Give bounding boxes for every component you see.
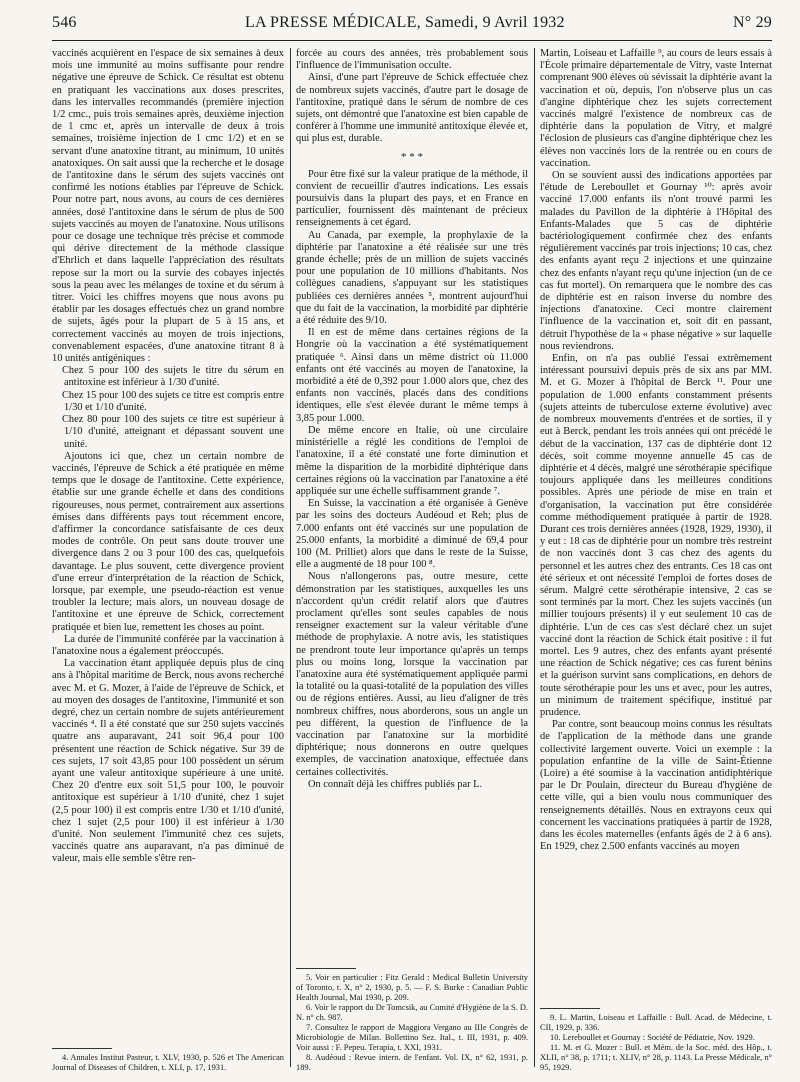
footnote: 4. Annales Institut Pasteur, t. XLV, 1930, p. 526 et The American Journal of Diseases of Children, t. XLI, p. 17, 1931.: [52, 1053, 284, 1072]
column-1-body: [52, 48, 284, 1044]
footnote: 8. Audéoud : Revue intern. de l'enfant. Vol. IX, n° 62, 1931, p. 189.: [296, 1053, 528, 1072]
column-2: [296, 48, 528, 1073]
footnote: 10. Lereboullet et Gournay : Société de Pédiatrie, Nov. 1929.: [550, 1033, 755, 1042]
page-number: 546: [52, 14, 77, 31]
column-3: [540, 48, 772, 1073]
paragraph: On connaît déjà les chiffres publiés par L.: [308, 778, 483, 790]
footnote-rule: [52, 1048, 112, 1049]
paragraph: Ainsi, d'une part l'épreuve de Schick effectuée chez de nombreux sujets vaccinés, d'autre part le dosage de l'antitoxine, pratiqué dans le sérum de nombre de ces sujets, ont démontré que l'anatoxine est bien capable de conférer à l'homme une immunité antitoxique élevée et, qui plus est, durable.: [296, 72, 528, 145]
footnotes: [540, 1013, 772, 1073]
header-rule: [52, 40, 772, 41]
paragraph: Ajoutons ici que, chez un certain nombre de vaccinés, l'épreuve de Schick a été pratiquée en même temps que le dosage de l'antitoxine. Cette expérience, établie sur une grande échelle et dans des conditions rigoureuses, nous permet, contrairement aux assertions émises dans différents pays tout récemment encore, d'affirmer la concordance satisfaisante de ces deux modes de contrôle. On peut sans doute trouver une divergence dans 2 ou 3 pour 100 des cas, quelquefois davantage. Le plus souvent, cette divergence provient d'une erreur d'interprétation de la réaction de Schick, lorsque, par exemple, une pseudo-réaction est venue troubler la lecture; mais alors, un nouveau dosage de l'antitoxine et une épreuve de Schick, correctement pratiquée et bien lue, remettent les choses au point.: [52, 450, 284, 633]
paragraph: La vaccination étant appliquée depuis plus de cinq ans à l'hôpital maritime de Berck, nous avons recherché avec M. et G. Mozer, à l'aide de l'épreuve de Schick, et au moyen des dosages de l'antitoxine, l'immunité et son degré, chez un certain nombre de sujets antérieurement vaccinés ⁴. Il a été constaté que sur 250 sujets vaccinés quatre ans auparavant, 241 soit 96,4 pour 100 présentent une réaction de Schick négative. Sur 39 de ces sujets, 17 soit 43,85 pour 100 possèdent un sérum ayant une valeur antitoxique supérieure à une unité. Chez 20 d'entre eux soit 51,5 pour 100, le pouvoir antitoxique est supérieur à 1/10 d'unité, chez 1 sujet (2,5 pour 100) il est compris entre 1/30 et 1/10 d'unité, chez 1 sujet (2,5 pour 100) il est inférieur à 1/30 d'unité. Non seulement l'immunité chez ces sujets, vaccinés quatre ans auparavant, n'a pas diminué de valeur, mais elle semble s'être ren-: [52, 658, 284, 865]
list-item: Chez 15 pour 100 des sujets ce titre est compris entre 1/30 et 1/10 d'unité.: [62, 389, 284, 413]
column-divider: [284, 48, 296, 1073]
paragraph: Au Canada, par exemple, la prophylaxie de la diphtérie par l'anatoxine a été réalisée sur une très grande échelle; près de un million de sujets vaccinés pour une population de 10 millions d'habitants. Nos collègues canadiens, s'appuyant sur les statistiques publiées ces dernières années ⁵, montrent aujourd'hui que du fait de la vaccination, la morbidité par diphtérie a été réduite des 9/10.: [296, 229, 528, 327]
column-2-body: [296, 48, 528, 964]
paragraph: Par contre, sont beaucoup moins connus les résultats de l'application de la méthode dans une grande collectivité largement ouverte. Voici un exemple : la population enfantine de la ville de Saint-Étienne (Loire) a été soumise à la vaccination antidiphtérique par le Dr Poulain, directeur du Bureau d'hygiène de cette ville, qui a bien voulu nous communiquer des renseignements détaillés. Nous en extrayons ceux qui concernent les vaccinations pratiquées à partir de 1928, dans les écoles maternelles (enfants âgés de 2 à 6 ans). En 1929, chez 2.500 enfants vaccinés au moyen: [540, 719, 772, 853]
paragraph: vaccinés acquièrent en l'espace de six semaines à deux mois une immunité au moins suffisante pour rendre négative une épreuve de Schick. Ce résultat est obtenu en pratiquant les vaccinations aux doses prescrites, dans les intervalles recommandés (première injection 1/2 cmc., puis trois semaines après, deuxième injection de 1 cmc et, après un intervalle de deux à trois semaines, troisième injection de 1 cmc 1/2) et en se servant d'une anatoxine titrant, au minimum, 10 unités anatoxiques. On sait aussi que la recherche et le dosage de l'antitoxine dans le sérum des sujets vaccinés ont confirmé les notions établies par l'épreuve de Schick. Pour notre part, nous avons, au cours de ces dernières années, dosé l'antitoxine dans le sérum de plus de 500 sujets vaccinés au moyen de l'anatoxine. Nous utilisons pour ce dosage une technique très précise et commode qui dérive directement de la méthode classique d'Ehrlich et dans laquelle l'appréciation des résultats repose sur la mort ou la survie des cobayes injectés sous la peau avec les mélanges de toxine et du sérum à titrer. Voici les chiffres moyens que nous avons pu établir par les dosages effectués chez un grand nombre de sujets, âgés pour la plupart de 5 à 15 ans, et correctement vaccinés au moyen de trois injections, convenablement espacées, d'une anatoxine titrant 8 à 10 unités antigéniques :: [52, 48, 284, 365]
journal-title: LA PRESSE MÉDICALE, Samedi, 9 Avril 1932: [244, 14, 565, 31]
footnote: 7. Consultez le rapport de Maggiora Vergano au IIIe Congrès de Microbiologie de Milan. Bollettino Sez. Ital., t. III, 1931, p. 409. Voir aussi : F. Pepeu. Terapia, t. XXI, 1931.: [296, 1023, 528, 1052]
footnote: 5. Voir en particulier : Fitz Gerald : Medical Bulletin University of Toronto, t. X, n° 2, 1930, p. 5. — F. S. Burke : Canadian Public Health Journal, Mai 1930, p. 209.: [296, 973, 528, 1002]
page-header: [52, 14, 772, 38]
footnotes: [296, 973, 528, 1073]
paragraph: Nous n'allongerons pas, outre mesure, cette démonstration par les statistiques, auxquelles les uns n'accordent qu'un crédit relatif alors que d'autres proclament qu'elles sont seules capables de nous renseigner exactement sur la valeur véritable d'une méthode de prophylaxie. A notre avis, les statistiques ne prendront toute leur importance qu'après un temps plus ou moins long, lorsque la vaccination par l'anatoxine aura été systématiquement appliquée parmi la totalité ou la quasi-totalité de la population des villes ou de régions entières. Aussi, au lieu d'aligner de très nombreux chiffres, nous aborderons, sous un angle un peu différent, la question de l'influence de la vaccination par l'anatoxine sur la morbidité diphtérique; nous donnerons en outre quelques exemples, de vaccination anatoxique, effectuée dans certaines collectivités.: [296, 571, 528, 778]
paragraph: De même encore en Italie, où une circulaire ministérielle a réglé les conditions de l'emploi de l'anatoxine, il a été constaté une forte diminution et même la disparition de la morbidité diphtérique dans certaines régions où la vaccination par l'anatoxine a été appliquée sur une échelle suffisamment grande ⁷.: [296, 424, 528, 497]
footnote-rule: [296, 968, 356, 969]
issue-number: N° 29: [733, 14, 772, 31]
list-item: Chez 5 pour 100 des sujets le titre du sérum en antitoxine est inférieur à 1/30 d'unité.: [62, 365, 284, 389]
list-item: Chez 80 pour 100 des sujets ce titre est supérieur à 1/10 d'unité, atteignant et dépassant souvent une unité.: [62, 414, 284, 450]
column-3-body: [540, 48, 772, 1004]
paragraph: La durée de l'immunité conférée par la vaccination à l'anatoxine nous a également préoccupés.: [52, 633, 284, 657]
footnote: 11. M. et G. Mozer : Bull. et Mém. de la Soc. méd. des Hôp., t. XLII, n° 38, p. 1711; t. XLIV, n° 28, p. 1143. La Presse Médicale, n° 95, 1929.: [540, 1043, 772, 1072]
footnote: 9. L. Martin, Loiseau et Laffaille : Bull. Acad. de Médecine, t. CII, 1929, p. 336.: [540, 1013, 772, 1032]
footnote: 6. Voir le rapport du Dr Tomcsik, au Comité d'Hygiène de la S. D. N. n° ch. 987.: [296, 1003, 528, 1022]
paragraph: Martin, Loiseau et Laffaille ⁹, au cours de leurs essais à l'École primaire départementale de Vitry, vaste Internat comprenant 900 élèves où sévissait la diphtérie avant la vaccination et où, depuis, l'on n'observe plus un cas d'angine diphtérique chez les sujets correctement vaccinés malgré l'existence de nombreux cas de diphtérie dans la population de Vitry, et malgré l'éclosion de plusieurs cas d'angine diphtérique chez les élèves non vaccinés lors de la rentrée ou en cours de vaccination.: [540, 48, 772, 169]
paragraph: En Suisse, la vaccination a été organisée à Genève par les soins des docteurs Audéoud et Reh; plus de 7.000 enfants ont été vaccinés sur une population de 25.000 enfants, la morbidité a diminué de 69,4 pour 100 (M. Prilliet) alors que dans le reste de la Suisse, elle a augmenté de 18 pour 100 ⁸.: [296, 498, 528, 571]
footnote-rule: [540, 1008, 600, 1009]
column-divider: [528, 48, 540, 1073]
paragraph: On se souvient aussi des indications apportées par l'étude de Lereboullet et Gournay ¹⁰: après avoir vacciné 17.000 enfants ils n'ont trouvé parmi les malades du Pavillon de la diphtérie à l'Hôpital des Enfants-Malades que 5 cas de diphtérie bactériologiquement confirmée chez des enfants régulièrement vaccinés par trois injections; 10 cas, chez des enfants ayant reçu 2 injections et une quinzaine chez des enfants n'ayant reçu qu'une injection (un de ce cas fut mortel). On remarquera que le nombre des cas de diphtérie est en raison inverse du nombre des injections d'anatoxine. Ceci montre clairement l'influence de la vaccination et, soit dit en passant, détruit l'hypothèse de la « phase négative » sur laquelle nous reviendrons.: [540, 170, 772, 352]
paragraph: Il en est de même dans certaines régions de la Hongrie où la vaccination a été systématiquement pratiquée ⁶. Ainsi dans un même district où 11.000 enfants ont été vaccinés au moyen de l'anatoxine, la morbidité a été de 0,392 pour 1.000 alors que, chez des enfants non vaccinés, placés dans des conditions identiques, elle s'est élevée durant le même temps à 3,85 pour 1.000.: [296, 327, 528, 424]
results-list: [52, 365, 284, 450]
paragraph: Pour être fixé sur la valeur pratique de la méthode, il convient de recueillir d'autres indications. Les essais poursuivis dans la plupart des pays, et en France en particulier, fournissent dès maintenant de précieux renseignements à cet égard.: [296, 168, 528, 229]
column-1: [52, 48, 284, 1073]
section-separator: * * *: [401, 150, 423, 163]
paragraph: Enfin, on n'a pas oublié l'essai extrêmement intéressant poursuivi depuis près de six ans par MM. M. et G. Mozer à l'hôpital de Berck ¹¹. Pour une population de 1.000 enfants constamment présents (sujets atteints de tuberculose externe évolutive) avec de nombreux mouvements d'entrées et de sorties, il y eut à Berck, pendant les trois années qui ont précédé le début de la vaccination, 137 cas de diphtérie dont 12 décès, soit comme moyenne annuelle 45 cas de diphtérie et 4 décès, malgré une sérothérapie spécifique toujours appliquée dans les meilleures conditions possibles. Après une période de mise en train et d'organisation, la vaccination put être considérée comme méthodiquement pratiquée à partir de 1928. Durant ces trois dernières années (1928, 1929, 1930), il y eut : 18 cas de diphtérie pour un nombre très restreint de non vaccinés dont 3 cas chez des agents du personnel et les autres chez des entrants. Ces 18 cas ont été sérieux et ont nécessité l'emploi de fortes doses de sérum. Malgré cette sérothérapie intensive, 2 cas se sont terminés par la mort. Chez les sujets vaccinés (un millier toujours présents) il y eut seulement 10 cas de diphtérie. L'un de ces cas s'est déclaré chez un sujet vacciné dont la réaction de Schick était positive : il fut mortel. Les 9 autres, chez des enfants ayant présenté une réaction de Schick négative; ces cas furent bénins et la guérison survint sans complications, en dehors de toute sérothérapie pour les uns et avec, pour les autres, un minimum de traitement spécifique, institué par prudence.: [540, 353, 772, 718]
article-columns: [52, 48, 772, 1073]
footnotes: [52, 1053, 284, 1073]
paragraph: forcée au cours des années, très probablement sous l'influence de l'immunisation occulte.: [296, 48, 528, 72]
